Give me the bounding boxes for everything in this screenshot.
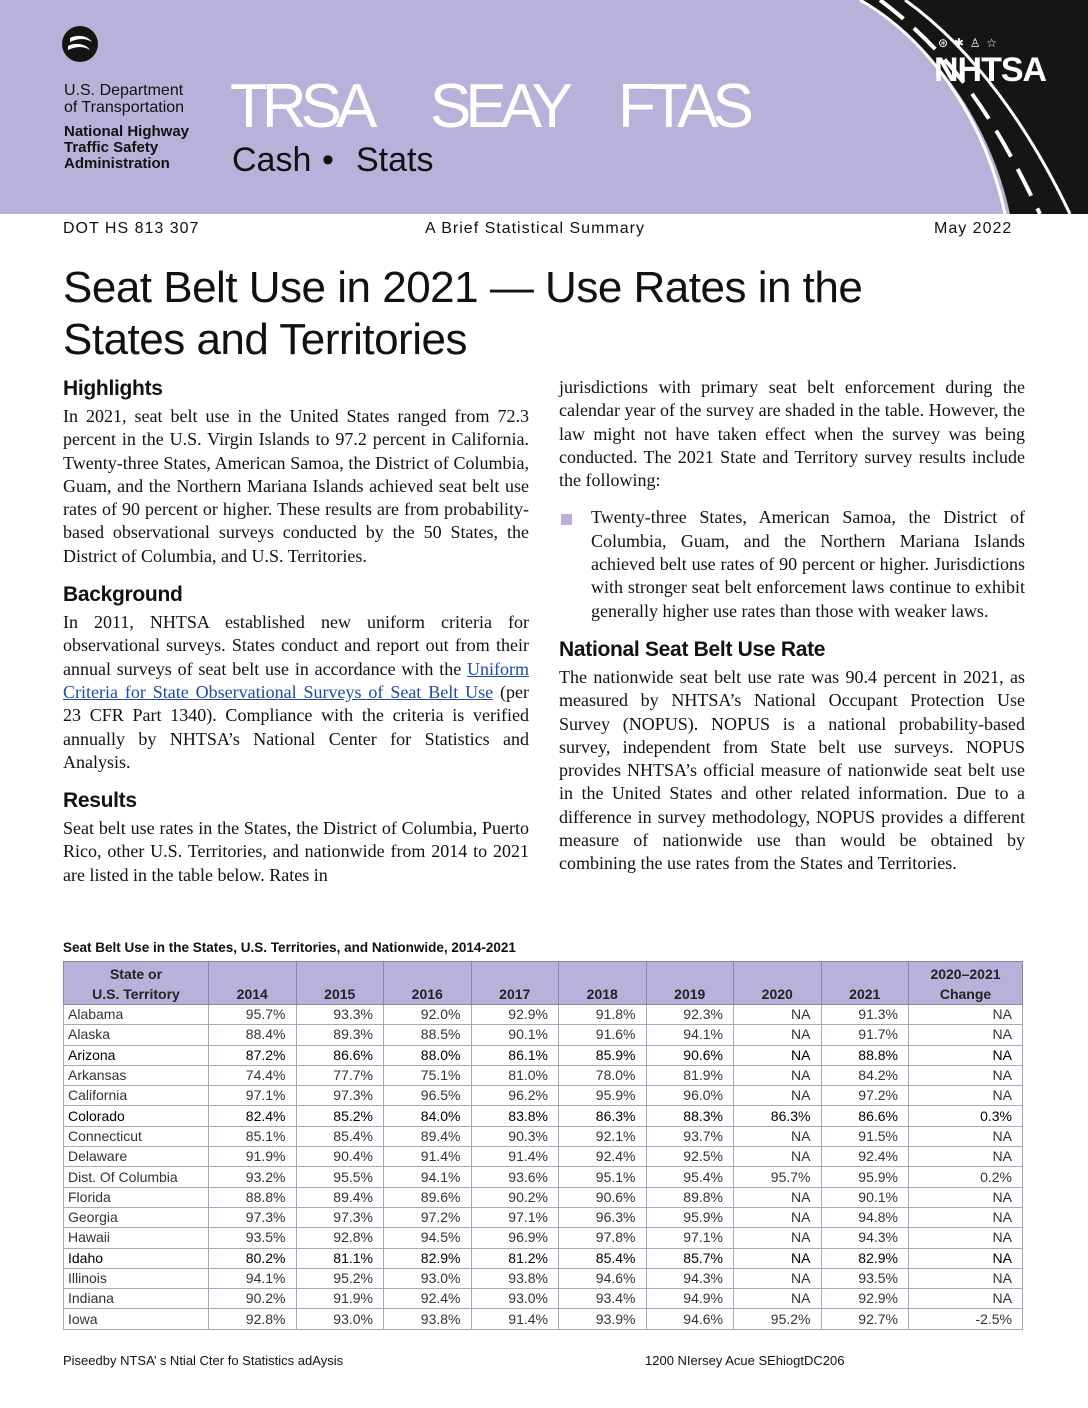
background-text-pre: In 2011, NHTSA established new uniform criteria for observational surveys. States conduct and report out from their annual surveys of seat belt use in accordance with the — [63, 612, 529, 679]
value-cell: 94.3% — [646, 1268, 734, 1288]
footer-left: Piseedby NTSA’ s Ntial Cter fo Statistics adAysis — [63, 1353, 344, 1368]
value-cell: 81.1% — [296, 1248, 384, 1268]
value-cell: 90.1% — [471, 1025, 559, 1045]
value-cell: 95.2% — [296, 1268, 384, 1288]
value-cell: 80.2% — [209, 1248, 297, 1268]
value-cell: 91.4% — [384, 1147, 472, 1167]
value-cell: NA — [734, 1187, 822, 1207]
header-2016: 2016 — [384, 962, 472, 1005]
value-cell: NA — [734, 1268, 822, 1288]
header-banner — [0, 0, 1088, 214]
value-cell: 94.5% — [384, 1228, 472, 1248]
value-cell: 96.5% — [384, 1086, 472, 1106]
value-cell: 90.1% — [821, 1187, 909, 1207]
value-cell: 95.5% — [296, 1167, 384, 1187]
value-cell: NA — [734, 1025, 822, 1045]
table-row — [64, 1025, 1023, 1045]
value-cell: 97.2% — [821, 1086, 909, 1106]
series-word-1: TRSA — [230, 72, 372, 141]
value-cell: 94.6% — [646, 1309, 734, 1329]
value-cell: 94.3% — [821, 1228, 909, 1248]
value-cell: 90.2% — [209, 1289, 297, 1309]
subtitle-bullet: • — [322, 141, 334, 179]
value-cell: 97.1% — [471, 1207, 559, 1227]
value-cell: 91.7% — [821, 1025, 909, 1045]
highlights-text: In 2021, seat belt use in the United States ranged from 72.3 percent in the U.S. Virgin Islands to 97.2 percent in California. Twenty-three States, American Samoa, the District of Columbia, Guam, and the Northern Mariana Islands achieved seat belt use rates of 90 percent or higher. These results are from probability-based observational surveys conducted by the 50 States, the District of Columbia, and U.S. Territories. — [63, 406, 529, 566]
value-cell: 87.2% — [209, 1045, 297, 1065]
dept-name — [64, 82, 184, 116]
series-word-2: SEAY — [430, 72, 567, 141]
state-cell: Idaho — [64, 1248, 209, 1268]
value-cell: 97.2% — [384, 1207, 472, 1227]
value-cell: 92.5% — [646, 1147, 734, 1167]
national-rate-heading: National Seat Belt Use Rate — [559, 637, 826, 661]
value-cell: 74.4% — [209, 1065, 297, 1085]
nhtsa-logo: NHTSA — [934, 51, 1047, 89]
bullet-item — [559, 506, 1025, 622]
value-cell: 92.0% — [384, 1005, 472, 1025]
table-row — [64, 1309, 1023, 1329]
value-cell: NA — [734, 1248, 822, 1268]
table-row — [64, 1065, 1023, 1085]
value-cell: 93.8% — [384, 1309, 472, 1329]
value-cell: 92.8% — [296, 1228, 384, 1248]
left-column — [63, 376, 529, 887]
value-cell: 85.2% — [296, 1106, 384, 1126]
table-row — [64, 1248, 1023, 1268]
state-cell: Connecticut — [64, 1126, 209, 1146]
value-cell: 85.4% — [296, 1126, 384, 1146]
doc-number: DOT HS 813 307 — [63, 220, 200, 237]
value-cell: NA — [734, 1228, 822, 1248]
value-cell: 95.9% — [559, 1086, 647, 1106]
value-cell: 88.8% — [209, 1187, 297, 1207]
value-cell: 93.6% — [471, 1167, 559, 1187]
value-cell: 95.4% — [646, 1167, 734, 1187]
value-cell: 89.3% — [296, 1025, 384, 1045]
state-cell: Colorado — [64, 1106, 209, 1126]
state-cell: Florida — [64, 1187, 209, 1207]
table-row — [64, 1147, 1023, 1167]
value-cell: NA — [734, 1147, 822, 1167]
state-cell: Georgia — [64, 1207, 209, 1227]
agency-line-3: Administration — [64, 155, 170, 172]
value-cell: 83.8% — [471, 1106, 559, 1126]
value-cell: 81.0% — [471, 1065, 559, 1085]
table-row — [64, 1187, 1023, 1207]
results-continued-text: jurisdictions with primary seat belt enforcement during the calendar year of the survey are shaded in the table. However, the law might not have taken effect when the survey was being conducted. The 2021 State and Territory survey results include the following: — [559, 377, 1025, 491]
state-cell: Hawaii — [64, 1228, 209, 1248]
bullet-square-icon — [561, 514, 572, 525]
value-cell: 93.0% — [296, 1309, 384, 1329]
header-state-line-2: U.S. Territory — [92, 986, 180, 1002]
value-cell: 91.4% — [471, 1147, 559, 1167]
value-cell: -2.5% — [909, 1309, 1023, 1329]
value-cell: NA — [909, 1268, 1023, 1288]
value-cell: 93.2% — [209, 1167, 297, 1187]
value-cell: 96.9% — [471, 1228, 559, 1248]
value-cell: 81.9% — [646, 1065, 734, 1085]
table-row — [64, 1045, 1023, 1065]
value-cell: 95.7% — [734, 1167, 822, 1187]
title-line-2: States and Territories — [63, 315, 467, 364]
value-cell: 91.9% — [209, 1147, 297, 1167]
results-text: Seat belt use rates in the States, the District of Columbia, Puerto Rico, other U.S. Territories, and nationwide from 2014 to 2021 are listed in the table below. Rates in — [63, 818, 529, 885]
value-cell: 77.7% — [296, 1065, 384, 1085]
value-cell: NA — [909, 1207, 1023, 1227]
value-cell: 78.0% — [559, 1065, 647, 1085]
value-cell: 97.3% — [296, 1086, 384, 1106]
value-cell: 85.7% — [646, 1248, 734, 1268]
title-line-1: Seat Belt Use in 2021 — Use Rates in the — [63, 263, 863, 312]
value-cell: NA — [909, 1126, 1023, 1146]
value-cell: 95.1% — [559, 1167, 647, 1187]
value-cell: 95.9% — [821, 1167, 909, 1187]
value-cell: 92.7% — [821, 1309, 909, 1329]
value-cell: 94.8% — [821, 1207, 909, 1227]
value-cell: NA — [909, 1228, 1023, 1248]
value-cell: 96.2% — [471, 1086, 559, 1106]
value-cell: 93.3% — [296, 1005, 384, 1025]
agency-line-2: Traffic Safety — [64, 139, 159, 156]
value-cell: 93.5% — [821, 1268, 909, 1288]
value-cell: 75.1% — [384, 1065, 472, 1085]
value-cell: 97.8% — [559, 1228, 647, 1248]
state-cell: Illinois — [64, 1268, 209, 1288]
value-cell: NA — [909, 1045, 1023, 1065]
value-cell: 97.1% — [209, 1086, 297, 1106]
bullet-text: Twenty-three States, American Samoa, the District of Columbia, Guam, and the Northern Mariana Islands achieved belt use rates of 90 percent or higher. Jurisdictions with stronger seat belt enforcement laws continue to exhibit generally higher use rates than those with weaker laws. — [591, 507, 1025, 621]
table-row — [64, 1086, 1023, 1106]
value-cell: 95.7% — [209, 1005, 297, 1025]
state-cell: Delaware — [64, 1147, 209, 1167]
value-cell: NA — [909, 1289, 1023, 1309]
state-cell: Alaska — [64, 1025, 209, 1045]
value-cell: 84.0% — [384, 1106, 472, 1126]
value-cell: 93.8% — [471, 1268, 559, 1288]
value-cell: 86.3% — [734, 1106, 822, 1126]
value-cell: NA — [734, 1289, 822, 1309]
value-cell: 96.0% — [646, 1086, 734, 1106]
value-cell: 96.3% — [559, 1207, 647, 1227]
value-cell: 91.4% — [471, 1309, 559, 1329]
right-column — [559, 376, 1025, 876]
value-cell: 93.0% — [384, 1268, 472, 1288]
series-word-3: FTAS — [618, 72, 748, 141]
value-cell: 86.6% — [821, 1106, 909, 1126]
value-cell: 89.6% — [384, 1187, 472, 1207]
value-cell: 97.1% — [646, 1228, 734, 1248]
value-cell: 94.1% — [646, 1025, 734, 1045]
header-2021: 2021 — [821, 962, 909, 1005]
table-header-row — [64, 962, 1023, 1005]
value-cell: 82.9% — [821, 1248, 909, 1268]
value-cell: 92.3% — [646, 1005, 734, 1025]
header-state — [64, 962, 209, 1005]
state-cell: Alabama — [64, 1005, 209, 1025]
value-cell: 84.2% — [821, 1065, 909, 1085]
header-state-line-1: State or — [109, 966, 163, 982]
value-cell: 92.9% — [821, 1289, 909, 1309]
table-row — [64, 1005, 1023, 1025]
state-cell: California — [64, 1086, 209, 1106]
value-cell: NA — [734, 1126, 822, 1146]
value-cell: NA — [734, 1086, 822, 1106]
state-cell: Arkansas — [64, 1065, 209, 1085]
value-cell: 88.5% — [384, 1025, 472, 1045]
header-2019: 2019 — [646, 962, 734, 1005]
value-cell: 92.8% — [209, 1309, 297, 1329]
value-cell: 88.8% — [821, 1045, 909, 1065]
value-cell: 0.2% — [909, 1167, 1023, 1187]
table-row — [64, 1167, 1023, 1187]
header-change — [909, 962, 1023, 1005]
value-cell: 92.4% — [559, 1147, 647, 1167]
table-row — [64, 1207, 1023, 1227]
table-row — [64, 1289, 1023, 1309]
value-cell: 86.6% — [296, 1045, 384, 1065]
national-rate-text: The nationwide seat belt use rate was 90.4 percent in 2021, as measured by NHTSA’s National Occupant Protection Use Survey (NOPUS). NOPUS is a national probability-based survey, independent from State belt use surveys. NOPUS provides NHTSA’s official measure of nationwide seat belt use in the United States and other related information. Due to a difference in survey methodology, NOPUS provides a different measure of nationwide use than would be obtained by combining the use rates from the States and Territories. — [559, 666, 1025, 874]
background-text-post: (per 23 CFR Part 1340). Compliance with the criteria is verified annually by NHTSA’s National Center for Statistics and Analysis. — [63, 681, 529, 772]
value-cell: NA — [909, 1248, 1023, 1268]
value-cell: 91.9% — [296, 1289, 384, 1309]
value-cell: 82.4% — [209, 1106, 297, 1126]
value-cell: 90.4% — [296, 1147, 384, 1167]
value-cell: 90.3% — [471, 1126, 559, 1146]
header-2018: 2018 — [559, 962, 647, 1005]
state-cell: Arizona — [64, 1045, 209, 1065]
value-cell: 89.4% — [384, 1126, 472, 1146]
value-cell: 0.3% — [909, 1106, 1023, 1126]
dot-logo-icon — [62, 26, 98, 62]
value-cell: 90.6% — [646, 1045, 734, 1065]
value-cell: 89.8% — [646, 1187, 734, 1207]
value-cell: NA — [909, 1025, 1023, 1045]
value-cell: 91.3% — [821, 1005, 909, 1025]
value-cell: NA — [909, 1065, 1023, 1085]
table-caption: Seat Belt Use in the States, U.S. Territories, and Nationwide, 2014-2021 — [63, 940, 516, 955]
value-cell: 91.5% — [821, 1126, 909, 1146]
dept-line-1: U.S. Department — [64, 82, 184, 99]
state-cell: Iowa — [64, 1309, 209, 1329]
value-cell: 92.4% — [384, 1289, 472, 1309]
value-cell: 85.9% — [559, 1045, 647, 1065]
value-cell: 94.1% — [384, 1167, 472, 1187]
value-cell: 85.4% — [559, 1248, 647, 1268]
value-cell: 92.1% — [559, 1126, 647, 1146]
value-cell: 85.1% — [209, 1126, 297, 1146]
value-cell: 90.6% — [559, 1187, 647, 1207]
agency-line-1: National Highway — [64, 123, 190, 140]
summary-label: A Brief Statistical Summary — [425, 220, 645, 237]
background-text — [63, 611, 529, 774]
table-row — [64, 1228, 1023, 1248]
header-change-line-1: 2020–2021 — [930, 966, 1001, 982]
value-cell: 88.0% — [384, 1045, 472, 1065]
value-cell: 93.0% — [471, 1289, 559, 1309]
table-row — [64, 1106, 1023, 1126]
agency-name — [64, 124, 189, 172]
value-cell: 90.2% — [471, 1187, 559, 1207]
page-title — [63, 262, 963, 366]
dept-line-2: of Transportation — [64, 99, 185, 116]
value-cell: NA — [909, 1147, 1023, 1167]
nhtsa-icons: ⊛ ✱ ♙ ☆ — [938, 36, 999, 50]
value-cell: 82.9% — [384, 1248, 472, 1268]
value-cell: 97.3% — [209, 1207, 297, 1227]
subtitle-word-2: Stats — [356, 141, 434, 179]
subtitle-word-1: Cash — [232, 141, 312, 179]
footer-right: 1200 NIersey Acue SEhiogtDC206 — [645, 1353, 845, 1368]
value-cell: 95.2% — [734, 1309, 822, 1329]
value-cell: NA — [734, 1005, 822, 1025]
value-cell: NA — [734, 1207, 822, 1227]
value-cell: 94.6% — [559, 1268, 647, 1288]
value-cell: 86.3% — [559, 1106, 647, 1126]
value-cell: 94.1% — [209, 1268, 297, 1288]
value-cell: 97.3% — [296, 1207, 384, 1227]
value-cell: 81.2% — [471, 1248, 559, 1268]
value-cell: 93.9% — [559, 1309, 647, 1329]
value-cell: 93.4% — [559, 1289, 647, 1309]
value-cell: 89.4% — [296, 1187, 384, 1207]
value-cell: NA — [734, 1065, 822, 1085]
uniform-criteria-link[interactable]: Uniform Criteria for State Observational Surveys of Seat Belt Use — [63, 658, 529, 702]
series-title — [230, 72, 748, 142]
value-cell: 92.4% — [821, 1147, 909, 1167]
state-cell: Dist. Of Columbia — [64, 1167, 209, 1187]
value-cell: 95.9% — [646, 1207, 734, 1227]
value-cell: 92.9% — [471, 1005, 559, 1025]
value-cell: 86.1% — [471, 1045, 559, 1065]
value-cell: NA — [909, 1086, 1023, 1106]
value-cell: 91.6% — [559, 1025, 647, 1045]
header-2017: 2017 — [471, 962, 559, 1005]
highlights-heading: Highlights — [63, 377, 163, 400]
value-cell: NA — [909, 1187, 1023, 1207]
header-2020: 2020 — [734, 962, 822, 1005]
value-cell: 93.7% — [646, 1126, 734, 1146]
value-cell: 93.5% — [209, 1228, 297, 1248]
header-change-line-2: Change — [939, 986, 992, 1002]
background-heading: Background — [63, 583, 183, 607]
table-row — [64, 1268, 1023, 1288]
state-cell: Indiana — [64, 1289, 209, 1309]
value-cell: 88.4% — [209, 1025, 297, 1045]
value-cell: 94.9% — [646, 1289, 734, 1309]
value-cell: 91.8% — [559, 1005, 647, 1025]
results-heading: Results — [63, 789, 137, 813]
header-2015: 2015 — [296, 962, 384, 1005]
value-cell: NA — [909, 1005, 1023, 1025]
seat-belt-table — [63, 961, 1023, 1330]
value-cell: NA — [734, 1045, 822, 1065]
pub-date: May 2022 — [934, 220, 1013, 237]
value-cell: 88.3% — [646, 1106, 734, 1126]
table-row — [64, 1126, 1023, 1146]
header-2014: 2014 — [209, 962, 297, 1005]
